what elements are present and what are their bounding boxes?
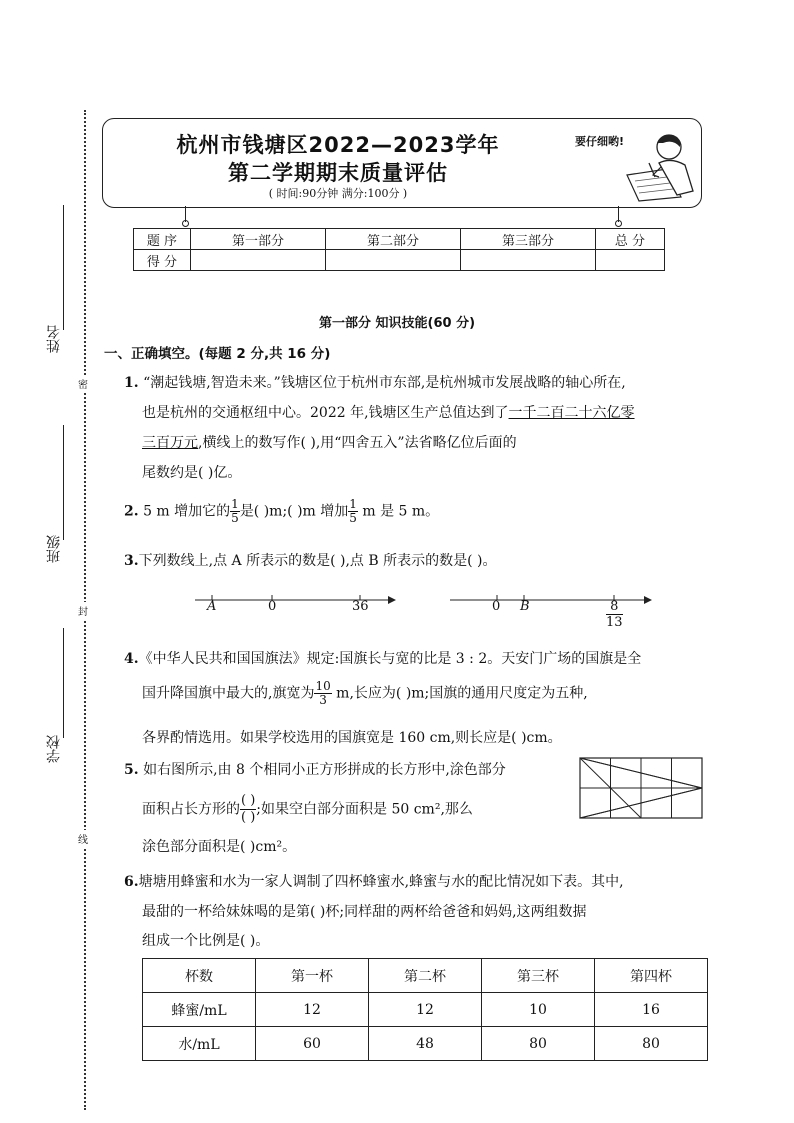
q3-number: 3.	[124, 553, 139, 569]
q2-number: 2.	[124, 503, 139, 520]
class-underline	[63, 425, 64, 540]
score-header-cell: 题 序	[134, 229, 191, 250]
q5-text3: 涂色部分面积是( )cm²。	[142, 839, 297, 855]
q1-line2	[142, 402, 635, 422]
table-cell: 10	[482, 993, 595, 1027]
q2-line	[124, 498, 439, 525]
q5-line3	[142, 836, 296, 856]
q4-line3	[142, 727, 562, 747]
q6-text2: 最甜的一杯给妹妹喝的是第( )杯;同样甜的两杯给爸爸和妈妈,这两组数据	[142, 904, 587, 920]
q5-line1	[124, 759, 506, 779]
cut-mark-mi: 密	[78, 375, 88, 392]
table-cell: 蜂蜜/mL	[143, 993, 256, 1027]
score-cell[interactable]	[326, 250, 461, 271]
q5-blank-fraction[interactable]: $\frac{( )}{( )}$	[241, 793, 256, 825]
table-cell: 12	[369, 993, 482, 1027]
q1-text3b: ,横线上的数写作( ),用“四舍五入”法省略亿位后面的	[198, 435, 517, 451]
binder-stem-left	[185, 206, 186, 222]
honey-water-table	[142, 958, 708, 1061]
line1-point-a-label: A	[207, 599, 217, 614]
q6-line1	[124, 871, 624, 891]
table-cell: 水/mL	[143, 1027, 256, 1061]
q1-line1	[124, 372, 626, 392]
q1-text1: “潮起钱塘,智造未来。”钱塘区位于杭州市东部,是杭州城市发展战略的轴心所在,	[143, 375, 626, 391]
q5-text2a: 面积占长方形的	[142, 801, 240, 818]
table-header-cell: 第四杯	[595, 959, 708, 993]
q6-line2	[142, 901, 587, 921]
q3-line	[124, 550, 496, 570]
q5-text2b: ;如果空白部分面积是 50 cm²,那么	[256, 801, 473, 818]
q6-line3	[142, 930, 269, 950]
q3-text: 下列数线上,点 A 所表示的数是( ),点 B 所表示的数是( )。	[138, 553, 497, 569]
title-box	[102, 118, 702, 208]
table-cell: 48	[369, 1027, 482, 1061]
binder-stem-right	[618, 206, 619, 222]
q4-text3: 各界酌情选用。如果学校选用的国旗宽是 160 cm,则长应是( )cm。	[142, 730, 562, 746]
score-row-label: 得 分	[134, 250, 191, 271]
score-header-cell: 总 分	[596, 229, 665, 250]
q1-text4: 尾数约是( )亿。	[142, 465, 242, 481]
school-underline	[63, 628, 64, 738]
q2-fraction-b: $\frac{1}{5}$	[349, 497, 357, 525]
table-cell: 16	[595, 993, 708, 1027]
table-header-cell: 第二杯	[369, 959, 482, 993]
cut-mark-feng: 封	[78, 602, 88, 619]
section1-heading: 一、正确填空。(每题 2 分,共 16 分)	[104, 346, 331, 362]
number-line-2	[448, 590, 658, 610]
q4-line1	[124, 648, 641, 668]
q1-line3	[142, 432, 517, 452]
q4-line2	[142, 680, 588, 707]
q6-text1: 塘塘用蜂蜜和水为一家人调制了四杯蜂蜜水,蜂蜜与水的配比情况如下表。其中,	[138, 874, 624, 890]
school-label: 学校	[46, 735, 62, 763]
rectangle-grid-figure	[578, 756, 704, 820]
class-label: 班级	[46, 535, 62, 563]
score-header-cell: 第三部分	[461, 229, 596, 250]
q5-number: 5.	[124, 762, 139, 778]
line2-zero-label: 0	[492, 599, 501, 614]
score-header-cell: 第二部分	[326, 229, 461, 250]
q6-text3: 组成一个比例是( )。	[142, 933, 270, 949]
table-cell: 80	[595, 1027, 708, 1061]
score-cell[interactable]	[191, 250, 326, 271]
table-header-cell: 第三杯	[482, 959, 595, 993]
part1-title: 第一部分 知识技能(60 分)	[318, 316, 476, 331]
q2-text-a: 5 m 增加它的	[138, 503, 231, 520]
cut-mark-xian: 线	[78, 830, 88, 847]
q5-line2	[142, 793, 473, 826]
exam-info: ( 时间:90分钟 满分:100分 )	[268, 187, 408, 200]
q2-fraction-a: $\frac{1}{5}$	[231, 497, 239, 525]
q2-text-b: 是( )m;( )m 增加	[239, 503, 349, 520]
score-table	[133, 228, 665, 271]
q4-text2b: m,长应为( )m;国旗的通用尺度定为五种,	[331, 685, 588, 702]
q4-fraction: $\frac{10}{3}$	[315, 679, 331, 707]
score-cell[interactable]	[596, 250, 665, 271]
line2-end-fraction: $\frac{8}{13}$	[606, 599, 623, 630]
illustration-caption: 要仔细哟!	[575, 135, 625, 148]
table-header-row	[143, 959, 708, 993]
q4-text2a: 国升降国旗中最大的,旗宽为	[142, 685, 315, 702]
q1-number: 1.	[124, 375, 139, 391]
exam-title-line2: 第二学期期末质量评估	[228, 161, 448, 185]
name-label: 姓名	[46, 325, 62, 353]
q1-line4	[142, 462, 241, 482]
table-cell: 80	[482, 1027, 595, 1061]
q6-number: 6.	[124, 874, 139, 890]
table-cell: 12	[256, 993, 369, 1027]
student-writing-illustration	[623, 129, 699, 203]
exam-title-line1: 杭州市钱塘区2022—2023学年	[176, 133, 500, 157]
line1-zero-label: 0	[268, 599, 277, 614]
q2-text-c: m 是 5 m。	[357, 503, 440, 520]
q1-underlined-number-b: 三百万元	[142, 435, 198, 451]
q1-text2a: 也是杭州的交通枢纽中心。2022 年,钱塘区生产总值达到了	[142, 405, 509, 421]
q4-number: 4.	[124, 651, 139, 667]
score-header-cell: 第一部分	[191, 229, 326, 250]
table-row	[143, 993, 708, 1027]
table-header-cell: 第一杯	[256, 959, 369, 993]
line1-end-label: 36	[352, 599, 369, 614]
q1-underlined-number-a: 一千二百二十六亿零	[508, 405, 635, 421]
table-cell: 60	[256, 1027, 369, 1061]
score-cell[interactable]	[461, 250, 596, 271]
q4-text1: 《中华人民共和国国旗法》规定:国旗长与宽的比是 3 : 2。天安门广场的国旗是全	[138, 651, 642, 667]
line2-point-b-label: B	[520, 599, 530, 614]
table-row	[143, 1027, 708, 1061]
table-header-cell: 杯数	[143, 959, 256, 993]
q5-text1: 如右图所示,由 8 个相同小正方形拼成的长方形中,涂色部分	[143, 762, 506, 778]
